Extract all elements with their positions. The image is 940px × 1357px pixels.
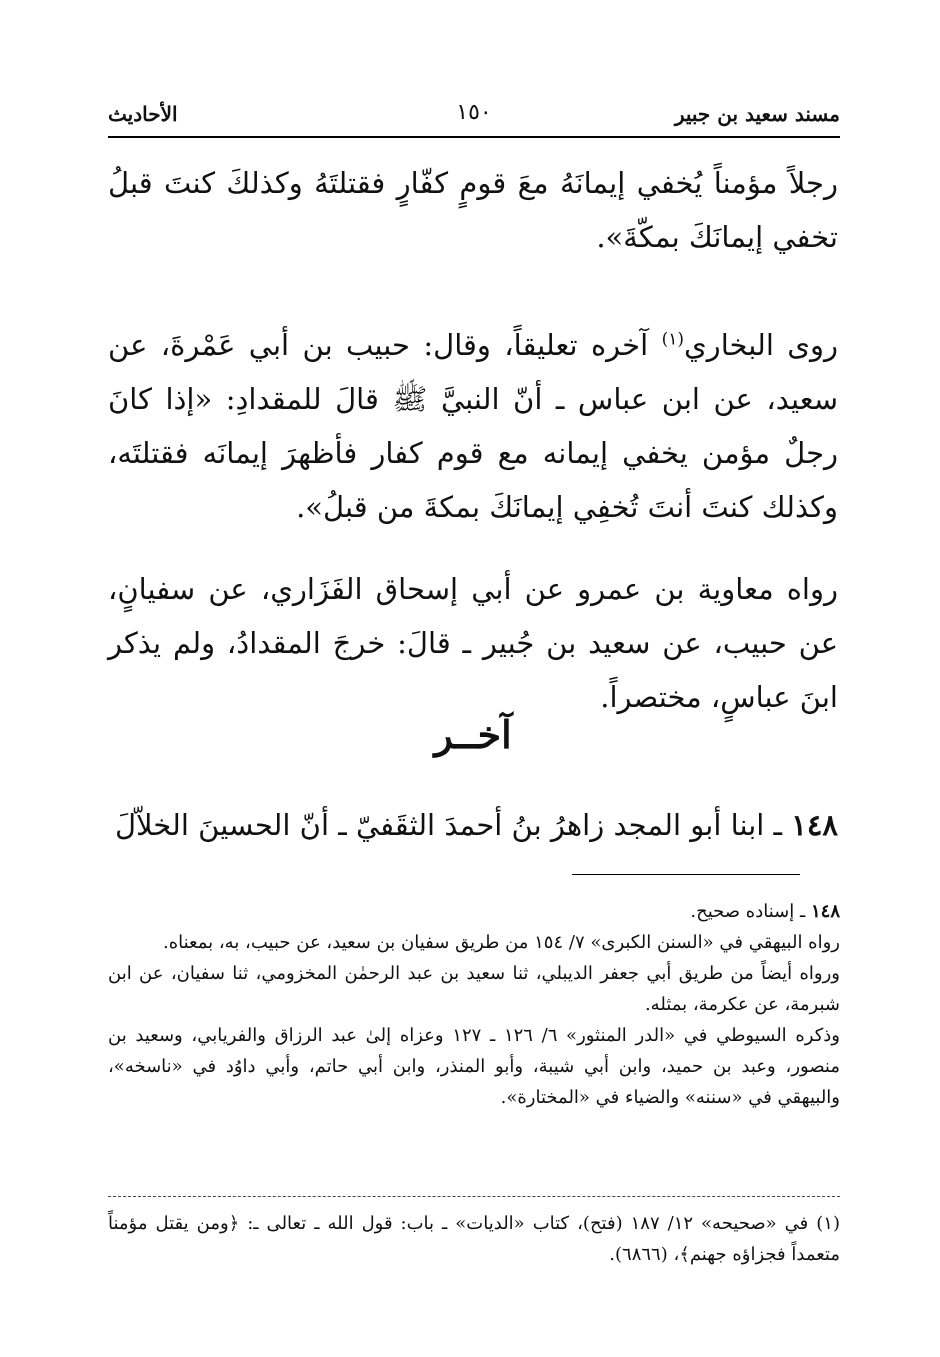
paragraph-3: رواه معاوية بن عمرو عن أبي إسحاق الفَزَاري، عن سفيانٍ، عن حبيب، عن سعيد بن جُبير ـ قالَ: خرجَ المقدادُ، ولم يذكر ابنَ عباسٍ، مختصراً. xyxy=(108,572,838,714)
paragraph-2-rest: آخره تعليقاً، وقال: حبيب بن أبي عَمْرةَ، عن سعيد، عن ابن عباس ـ أنّ النبيَّ ﷺ قالَ للمقدادِ: «إذا كانَ رجلٌ مؤمن يخفي إيمانه مع قوم كفار فأظهرَ إيمانَه فقتلتَه، وكذلك كنتَ أنتَ تُخفِي إيمانَكَ بمكةَ من قبلُ». xyxy=(108,328,838,524)
hadith-148-opening xyxy=(108,798,838,852)
note-line-3: ورواه أيضاً من طريق أبي جعفر الديبلي، ثنا سعيد بن عبد الرحمٰن المخزومي، ثنا سفيان، عن ابن شبرمة، عن عكرمة، بمثله. xyxy=(108,963,840,1015)
hadith-notes xyxy=(108,896,840,1113)
section-title: آخــر xyxy=(434,712,512,757)
header-rule xyxy=(108,136,840,138)
paragraph-2-start: روى البخاري xyxy=(683,328,838,362)
note-line-1 xyxy=(108,896,840,927)
footnote-rule xyxy=(108,1196,840,1197)
hadith-number: ١٤٨ xyxy=(791,808,838,842)
note-number: ١٤٨ xyxy=(810,901,840,922)
footnote xyxy=(108,1208,840,1270)
running-header xyxy=(108,100,840,134)
footnote-reference: (١) xyxy=(661,329,684,350)
note-status: ـ إسناده صحيح. xyxy=(690,901,806,922)
book-title: مسند سعيد بن جبير xyxy=(674,102,840,126)
notes-rule xyxy=(572,874,800,875)
note-line-4: وذكره السيوطي في «الدر المنثور» ٦/ ١٢٦ ـ ١٢٧ وعزاه إلىٰ عبد الرزاق والفريابي، وسعيد بن منصور، وعبد بن حميد، وابن أبي شيبة، وأبو المنذر، وابن أبي حاتم، وأبي داوُد في «ناسخه»، والبيهقي في «سننه» والضياء في «المختارة». xyxy=(108,1025,840,1108)
footnote-text: (١) في «صحيحه» ١٢/ ١٨٧ (فتح)، كتاب «الديات» ـ باب: قول الله ـ تعالى ـ: ﴿ومن يقتل مؤمناً متعمداً فجزاؤه جهنم﴾، (٦٨٦٦). xyxy=(108,1213,840,1265)
paragraph-1: رجلاً مؤمناً يُخفي إيمانَهُ معَ قومٍ كفّارٍ فقتلتَهُ وكذلكَ كنتَ قبلُ تخفي إيمانَكَ بمكّةَ». xyxy=(108,166,838,254)
paragraph-2 xyxy=(108,318,838,534)
page-number: ١٥٠ xyxy=(456,100,492,125)
section-name: الأحاديث xyxy=(108,102,178,126)
hadith-text: ـ ابنا أبو المجد زاهرُ بنُ أحمدَ الثقَفيّ ـ أنّ الحسينَ الخلاّلَ xyxy=(114,808,783,842)
note-line-2: رواه البيهقي في «السنن الكبرى» ٧/ ١٥٤ من طريق سفيان بن سعيد، عن حبيب، به، بمعناه. xyxy=(162,932,840,953)
